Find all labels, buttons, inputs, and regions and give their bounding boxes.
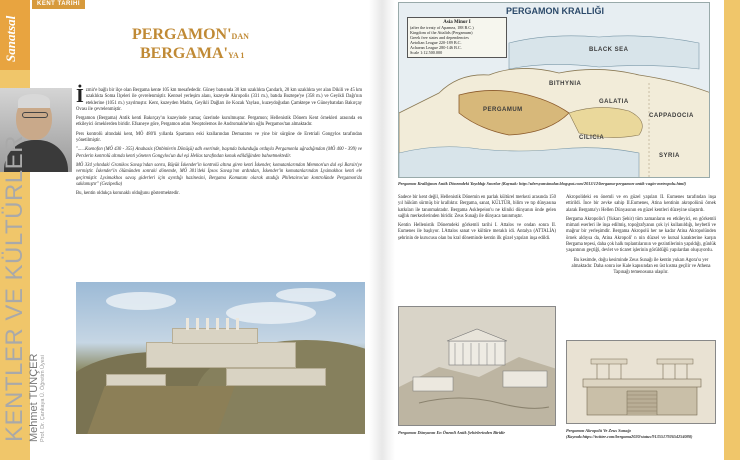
legend-line: Greek free states and dependencies [410,35,469,40]
kingdom-map [398,2,710,178]
temple-drawing [399,307,556,426]
map-label: BITHYNIA [549,81,582,87]
title-suffix-2: YA 1 [228,51,245,60]
author-column-vertical [2,135,47,442]
article-body-right [566,195,716,280]
article-body-middle [398,195,556,245]
paragraph: Sadece bir kent değil, Hellenistik Dönemin en parlak kültürel merkezi arasında 150 yıl hüküm sürmüş bir krallıktır. Bergama, sanat, KÜLTÜR, bilim ve tıp dünyasına katkıları ile tanınmaktadır. Bergama Asklepeion'u ne kliniki dünyanın önde gelen sağlık merkezlerinden biridir. Zeus Sunağı ile dünyaca tanınmıştır. [398,195,556,219]
map-label: SYRIA [659,153,680,159]
acropolis-altar-image [566,340,716,424]
quote-paragraph: "......Ksenofon (MÖ 430 - 355) Anabasis (Onbinlerin Dönüşü) adlı eserinde, başında bulunduğu orduyla Pergamonla uğradığından (MÖ 400 - 399) ve Perslerin kontrolü altında kenti yöneten Gongylos'un dul eşi Hellas tarafından konuk edildiğinden bahsetmektedir. [76,147,362,159]
legend-line: Kingdom of the Attalids (Pergamum) [410,30,473,35]
map-legend [407,17,507,58]
paragraph-intro: İzmir'e bağlı bir ilçe olan Bergama kente 105 km mesafededir. Güney batısında 30 km uzaklıkta Çandarlı, 20 km uzaklıkta yer alan Dikili ve 45 km uzaklıkta Soma İlçeleri ile çevrelenmiştir. Kentsel yerleşim alanı, kuzeyde Akropolis (331 m.), batıda Boztepe'ye (358 m.) ve Geyikli Dağı'nın eteklerine (1051 m.) yayılmıştır. Kent, kuzeyden Madra, Geyikli Dağları ile Kozak Yaylası, kuzeydoğudan Çamktepe ve Güneybatıdan Bakırçay Ovası ile çevrelenmiştir. [76,85,362,112]
article-body-left [76,85,362,200]
paragraph: Bu kesimde, doğu kesiminde Zeus Sunağı ile kentin yukarı Agora'sı yer almaktadır. Daha sonra ise Kale kapısından en üst kısma geçilir ve Athena Tapınağı temenosuna ulaşılır. [571,257,711,276]
title-part-2: BERGAMA' [140,45,228,62]
legend-line: (after the treaty of Apamea, 188 B.C.) [410,25,474,30]
column-title: KENTLER VE KÜLTÜRLER [1,135,28,442]
legend-line: Scale 1:12.500.000 [410,50,443,55]
map-caption: Pergamon Krallığının Antik Dönemdeki Yayıldığı Sınırlar (Kaynak: http://zdersyansimalar.blogspot.com/2013/12/bergama-pergamon-antik-cagin-metropolu.html) [398,181,686,186]
article-title [120,26,320,64]
legend-heading: Asia Minor I [443,20,471,25]
map-label: CILICIA [579,135,605,141]
map-label: BLACK SEA [589,47,629,53]
paragraph: Pergamon (Bergama) Antik kenti Bakırçay'ın kuzeyinde yamaç üzerinde kurulmuştur. Pergamon; Hellenistik Dönem Kent örnekleri arasında en etkileyici örneklerden biridir. Efsaneye göre, Pergamon adını Neoptolemos ile Andromakhe'nin oğlu Pergamos'tan almaktadır. [76,116,362,128]
author-name: Mehmet TUNÇER [28,353,40,442]
legend-line: Achaean League 280-146 B.C. [410,45,462,50]
dropcap: İ [76,85,84,107]
fortress-photo [76,282,365,434]
paragraph: Akropolideki en önemli ve en güzel yapıları II. Eumenes tarafından inşa ettirildi. İnce bir zevke sahip II.Eumenes, Atina kentinin akropolünü örnek alarak Bergama'yı Hellen Dünyasının en güzel kentleri düzeyine ulaştırdı. [566,195,716,213]
map-label: PERGAMUM [483,107,523,113]
temple-reconstruction-image [398,306,556,426]
page-gutter [369,0,395,460]
magazine-logo [0,0,30,70]
paragraph: Bu, kentin oldukça korunaklı olduğunu göstermektedir. [76,191,180,197]
section-label: KENT TARİHİ [32,0,85,9]
magazine-logo-text: Sanatsal [3,15,18,62]
title-part-1: PERGAMON' [132,26,232,43]
quote-paragraph: MÖ 334 yılındaki Granikos Savaşı'ndan sonra, Büyük İskender'in kontrolü altına giren kenti İskender, komutanlarından Memnon'un dul eşi Barsin'ye vermiştir. İskender'in ölümünden sonraki dönemde, MÖ 301'deki İpsos Savaşı'nın ardından, İskender'in komutanlarından Lysimakhos kenti ele geçirmiştir. Lysimakhos savaş giderleri için ayırdığı hazinesini, Bergama Komutanı olarak atadığı Philetairos'un kontrolünde Pergamon'da saklamıştır" (Gezipedia) [76,162,362,187]
altar-drawing [567,341,716,424]
map-label: GALATIA [599,99,629,105]
map-label: CAPPADOCIA [649,113,694,119]
acropolis-caption: Pergamon Akropolü Ve Zeus Sunağı (Kaynak:https://twitter.com/bergama2020/status/913551792654254080) [566,428,693,439]
paragraph: Bergama Akropolis'i (Yukarı Şehir) tüm zamanların en etkileyici, en görkemli mimari eserleri ile inşa edilmiş, topoğrafyanın çok iyi kullanıldığı, heybetli ve mağrur bir yerleşimdir. Bergama Akropolü her ne kadar Atina Akropolünden örnek aldıysa da, Atina Akropoli' n nin düzsel ve kutsal karakterine karşın Bergama tepesi, daha çok halk toplantılarının ve gezintilerinin yapıldığı, günlük yaşantının geçtiği, devlet ve ticaret işlerinin görüldüğü yapılardan oluşuyordu. [566,216,717,254]
legend-line: Aetolian League 220-189 B.C. [410,40,462,45]
paragraph: Kentin Hellenistik Dönemdeki görkemli tarihi I. Attalos ve ondan sonra II. Eumenes ile başlıyor. I.Attalos sanat ve kültüre meraklı idi. Antalya (ATTALİA) şehrinin de kurucusu olan bu kral döneminde kentin ilk güzel yapıları inşa edildi. [398,223,556,241]
paragraph: Pers kontrolü altındaki kent, MÖ 480'li yıllarda Spartanın eski krallarından Demaratos ve yine bir sürgüne de Eretriali Gongylos tarafından yönetilmiştir. [76,131,362,144]
title-suffix-1: DAN [231,32,249,41]
right-decorative-strip [724,0,740,460]
author-role: Prof. Dr. Çankaya Ü. Öğretim Üyesi [40,355,46,442]
map-title: PERGAMON KRALLIĞI [506,6,604,16]
temple-caption: Pergamon Dünyanın En Önemli Antik Şehirlerinden Biridir [398,430,506,435]
